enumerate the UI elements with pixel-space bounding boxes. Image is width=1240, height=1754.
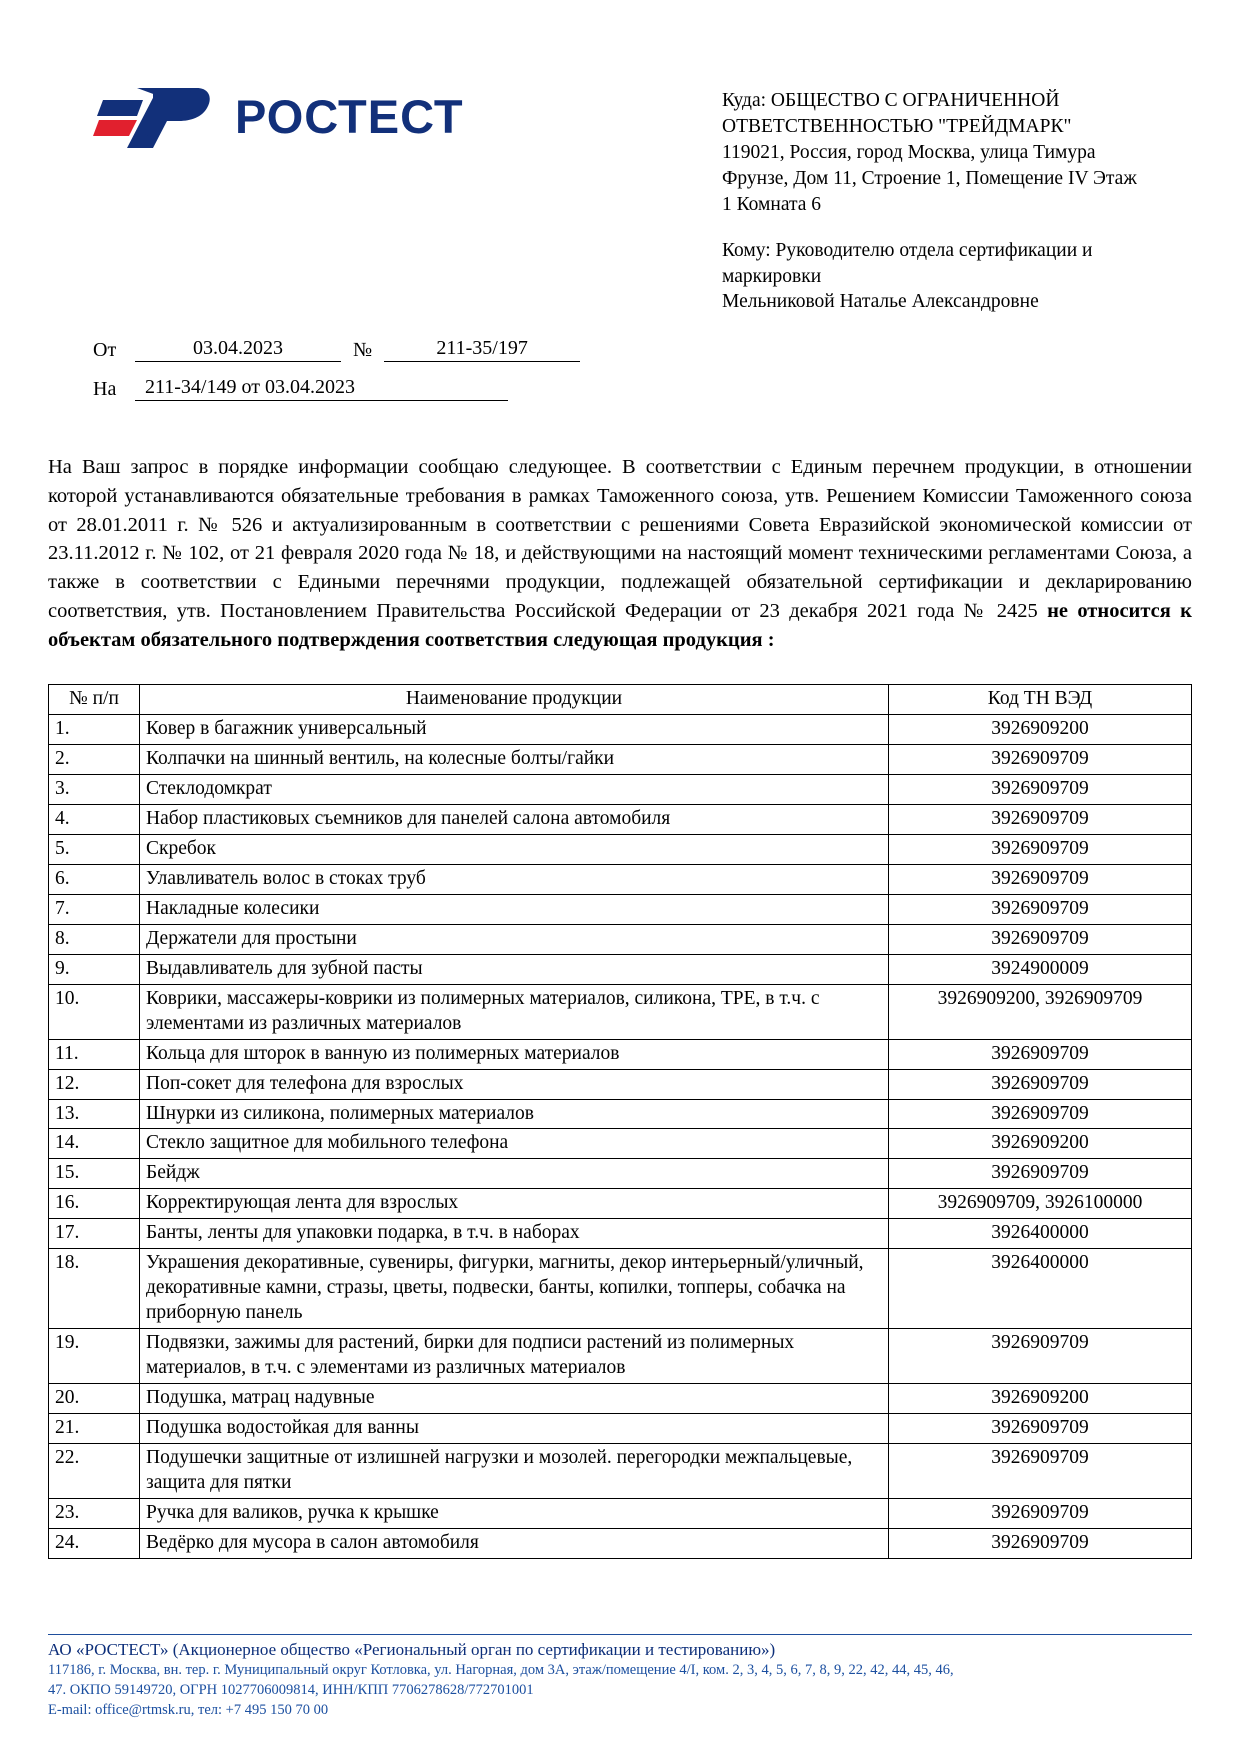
table-row [49,984,1192,1039]
on-label: На [93,378,117,401]
cell-tnved-code: 3926909709 [889,864,1192,894]
table-header-code: Код ТН ВЭД [889,685,1192,715]
product-table [48,684,1192,1559]
cell-number: 22. [49,1443,140,1498]
cell-product-name: Коврики, массажеры-коврики из полимерных материалов, силикона, ТРЕ, в т.ч. с элементами из различных материалов [140,984,889,1039]
cell-product-name: Держатели для простыни [140,924,889,954]
cell-tnved-code: 3926909200 [889,715,1192,745]
footer-address-line-1: 117186, г. Москва, вн. тер. г. Муниципальный округ Котловка, ул. Нагорная, дом 3А, этаж/помещение 4/I, ком. 2, 3, 4, 5, 6, 7, 8, 9, 22, 42, 44, 45, 46, [48,1662,954,1678]
cell-tnved-code: 3926909709 [889,834,1192,864]
cell-product-name: Набор пластиковых съемников для панелей салона автомобиля [140,805,889,835]
cell-tnved-code: 3926909709 [889,1443,1192,1498]
table-row [49,834,1192,864]
recipient-line-3: 119021, Россия, город Москва, улица Тимура [722,141,1096,163]
cell-tnved-code: 3926909709 [889,745,1192,775]
body-paragraph [48,453,1192,654]
cell-product-name: Накладные колесики [140,894,889,924]
table-row [49,805,1192,835]
cell-product-name: Бейдж [140,1159,889,1189]
cell-number: 10. [49,984,140,1039]
recipient-line-1: Куда: ОБЩЕСТВО С ОГРАНИЧЕННОЙ [722,90,1060,111]
table-row [49,894,1192,924]
footer-divider [48,1634,1192,1635]
cell-product-name: Поп-сокет для телефона для взрослых [140,1069,889,1099]
cell-tnved-code: 3926909200 [889,1384,1192,1414]
cell-tnved-code: 3926909709 [889,1329,1192,1384]
cell-product-name: Банты, ленты для упаковки подарка, в т.ч. в наборах [140,1219,889,1249]
table-row [49,1129,1192,1159]
table-row [49,715,1192,745]
footer-company: АО «РОСТЕСТ» (Акционерное общество «Региональный орган по сертификации и тестированию») [48,1640,776,1659]
cell-number: 6. [49,864,140,894]
cell-number: 2. [49,745,140,775]
cell-number: 21. [49,1414,140,1444]
logo-wordmark: РОСТЕСТ [235,89,464,143]
cell-product-name: Корректирующая лента для взрослых [140,1189,889,1219]
reference-from-row [93,337,653,362]
cell-number: 9. [49,954,140,984]
body-paragraph-text: На Ваш запрос в порядке информации сообщаю следующее. В соответствии с Единым перечнем продукции, в отношении которой устанавливаются обязательные требования в рамках Таможенного союза, утв. Решением Комиссии Таможенного союза от 28.01.2011 г. № 526 и актуализированным в соответствии с решениями Совета Евразийской экономической комиссии от 23.11.2012 г. № 102, от 21 февраля 2020 года № 18, и действующими на настоящий момент техническими регламентами Союза, а также в соответствии с Едиными перечнями продукции, подлежащей обязательной сертификации и декларированию соответствия, утв. Постановлением Правительства Российской Федерации от 23 декабря 2021 года № 2425 [48,456,1192,622]
rostest-logo-icon [93,80,213,152]
cell-product-name: Улавливатель волос в стоках труб [140,864,889,894]
table-row [49,1159,1192,1189]
table-row [49,775,1192,805]
on-value: 211-34/149 от 03.04.2023 [135,376,508,401]
reference-on-row [93,376,653,401]
table-body [49,715,1192,1559]
cell-product-name: Стекло защитное для мобильного телефона [140,1129,889,1159]
cell-tnved-code: 3926909709 [889,1069,1192,1099]
table-row [49,1414,1192,1444]
cell-number: 20. [49,1384,140,1414]
cell-tnved-code: 3924900009 [889,954,1192,984]
cell-number: 13. [49,1099,140,1129]
table-header-row [49,685,1192,715]
table-header-name: Наименование продукции [140,685,889,715]
attention-line-3: Мельниковой Наталье Александровне [722,291,1039,313]
cell-product-name: Подушечки защитные от излишней нагрузки и мозолей. перегородки межпальцевые, защита для пятки [140,1443,889,1498]
cell-tnved-code: 3926400000 [889,1219,1192,1249]
cell-tnved-code: 3926909709 [889,1039,1192,1069]
cell-product-name: Колпачки на шинный вентиль, на колесные болты/гайки [140,745,889,775]
table-row [49,1528,1192,1558]
cell-product-name: Кольца для шторок в ванную из полимерных материалов [140,1039,889,1069]
table-row [49,745,1192,775]
number-label: № [353,339,373,362]
reference-block [48,337,653,401]
cell-tnved-code: 3926909709 [889,1099,1192,1129]
cell-product-name: Ведёрко для мусора в салон автомобиля [140,1528,889,1558]
number-value: 211-35/197 [384,337,580,362]
cell-product-name: Стеклодомкрат [140,775,889,805]
cell-number: 11. [49,1039,140,1069]
cell-number: 3. [49,775,140,805]
cell-tnved-code: 3926909709 [889,924,1192,954]
cell-number: 7. [49,894,140,924]
table-row [49,1384,1192,1414]
recipient-line-4: Фрунзе, Дом 11, Строение 1, Помещение IV Этаж [722,167,1137,189]
cell-tnved-code: 3926909709 [889,1159,1192,1189]
from-label: От [93,339,117,362]
footer-contacts: E-mail: office@rtmsk.ru, тел: +7 495 150 70 00 [48,1702,329,1718]
cell-number: 17. [49,1219,140,1249]
table-row [49,924,1192,954]
cell-tnved-code: 3926909709 [889,1414,1192,1444]
footer-address-line-2: 47. ОКПО 59149720, ОГРН 1027706009814, ИНН/КПП 7706278628/772701001 [48,1682,534,1698]
cell-number: 1. [49,715,140,745]
cell-product-name: Подушка водостойкая для ванны [140,1414,889,1444]
cell-product-name: Ручка для валиков, ручка к крышке [140,1498,889,1528]
cell-number: 16. [49,1189,140,1219]
cell-tnved-code: 3926909709 [889,805,1192,835]
table-row [49,954,1192,984]
cell-product-name: Украшения декоративные, сувениры, фигурки, магниты, декор интерьерный/уличный, декоративные камни, стразы, цветы, подвески, банты, копилки, топперы, собачка на приборную панель [140,1249,889,1329]
table-header-num: № п/п [49,685,140,715]
table-row [49,1099,1192,1129]
table-row [49,1498,1192,1528]
from-date-value: 03.04.2023 [135,337,341,362]
cell-tnved-code: 3926909709 [889,1528,1192,1558]
attention-line-1: Кому: Руководителю отдела сертификации и [722,239,1093,261]
cell-number: 19. [49,1329,140,1384]
cell-tnved-code: 3926909709 [889,894,1192,924]
cell-product-name: Подушка, матрац надувные [140,1384,889,1414]
cell-tnved-code: 3926909200, 3926909709 [889,984,1192,1039]
cell-tnved-code: 3926909709 [889,1498,1192,1528]
attention-line-2: маркировки [722,265,822,287]
table-row [49,1219,1192,1249]
cell-tnved-code: 3926400000 [889,1249,1192,1329]
cell-number: 4. [49,805,140,835]
cell-number: 18. [49,1249,140,1329]
cell-number: 15. [49,1159,140,1189]
table-row [49,1189,1192,1219]
table-row [49,1069,1192,1099]
recipient-line-2: ОТВЕТСТВЕННОСТЬЮ "ТРЕЙДМАРК" [722,115,1072,137]
table-row [49,864,1192,894]
table-row [49,1329,1192,1384]
table-row [49,1249,1192,1329]
cell-product-name: Шнурки из силикона, полимерных материалов [140,1099,889,1129]
cell-product-name: Ковер в багажник универсальный [140,715,889,745]
cell-number: 5. [49,834,140,864]
cell-product-name: Подвязки, зажимы для растений, бирки для подписи растений из полимерных материалов, в т.ч. с элементами из различных материалов [140,1329,889,1384]
cell-product-name: Выдавливатель для зубной пасты [140,954,889,984]
cell-number: 24. [49,1528,140,1558]
cell-number: 23. [49,1498,140,1528]
logo-block [48,60,613,152]
cell-number: 12. [49,1069,140,1099]
cell-tnved-code: 3926909709, 3926100000 [889,1189,1192,1219]
document-header [48,60,1192,315]
body-paragraph-emphasis: не относится к объектам обязательного подтверждения соответствия следующая продукция : [48,599,1192,651]
recipient-line-5: 1 Комната 6 [722,193,822,215]
cell-tnved-code: 3926909200 [889,1129,1192,1159]
table-row [49,1039,1192,1069]
document-footer [48,1634,1192,1720]
cell-number: 14. [49,1129,140,1159]
cell-tnved-code: 3926909709 [889,775,1192,805]
cell-product-name: Скребок [140,834,889,864]
table-row [49,1443,1192,1498]
recipient-block [722,60,1192,315]
cell-number: 8. [49,924,140,954]
